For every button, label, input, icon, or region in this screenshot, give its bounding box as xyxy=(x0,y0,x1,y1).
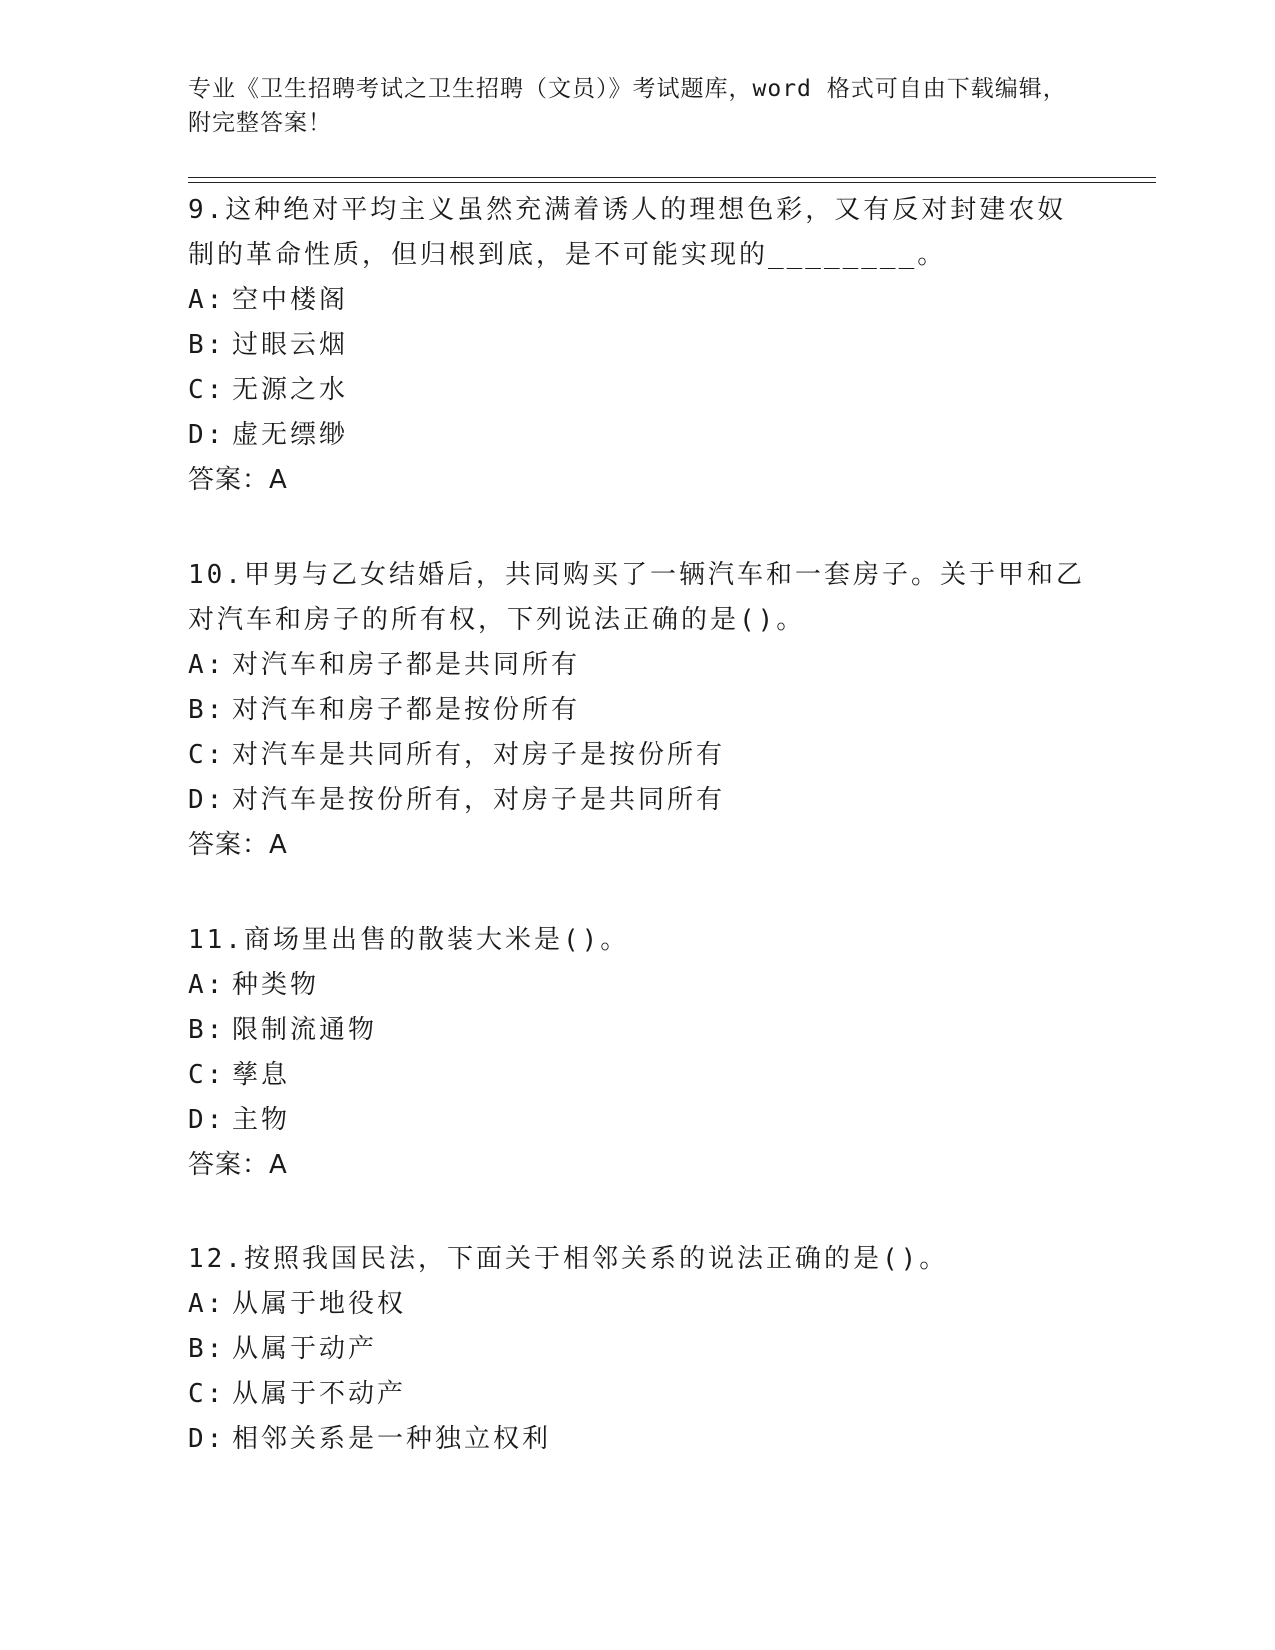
option-text: 对汽车是共同所有，对房子是按份所有 xyxy=(232,740,726,770)
option-label: A: xyxy=(188,1289,226,1319)
option-label: B: xyxy=(188,695,226,725)
question-stem: 12.按照我国民法，下面关于相邻关系的说法正确的是()。 xyxy=(188,1244,949,1274)
option-a xyxy=(188,1282,1088,1327)
option-d xyxy=(188,413,1088,458)
option-c xyxy=(188,733,1088,778)
option-text: 限制流通物 xyxy=(232,1015,378,1045)
option-text: 相邻关系是一种独立权利 xyxy=(232,1424,552,1454)
option-label: C: xyxy=(188,740,226,770)
option-text: 对汽车和房子都是共同所有 xyxy=(232,650,581,680)
option-label: B: xyxy=(188,330,226,360)
option-label: D: xyxy=(188,1105,226,1135)
option-text: 从属于动产 xyxy=(232,1334,378,1364)
option-label: A: xyxy=(188,970,226,1000)
answer: 答案：A xyxy=(188,830,288,860)
question-stem: 11.商场里出售的散装大米是()。 xyxy=(188,925,630,955)
option-text: 孳息 xyxy=(232,1060,291,1090)
answer: 答案：A xyxy=(188,1150,288,1180)
option-text: 空中楼阁 xyxy=(232,285,349,315)
option-b xyxy=(188,688,1088,733)
option-b xyxy=(188,1008,1088,1053)
question-10 xyxy=(188,553,1088,868)
option-label: C: xyxy=(188,375,226,405)
option-label: A: xyxy=(188,650,226,680)
option-text: 对汽车是按份所有，对房子是共同所有 xyxy=(232,785,726,815)
header-intro: 专业《卫生招聘考试之卫生招聘（文员）》考试题库，word 格式可自由下载编辑，附完整答案！ xyxy=(188,76,1067,136)
option-text: 从属于地役权 xyxy=(232,1289,407,1319)
option-a xyxy=(188,278,1088,323)
option-text: 虚无缥缈 xyxy=(232,420,349,450)
option-a xyxy=(188,643,1088,688)
question-stem: 10.甲男与乙女结婚后，共同购买了一辆汽车和一套房子。关于甲和乙对汽车和房子的所有权，下列说法正确的是()。 xyxy=(188,560,1085,635)
option-c xyxy=(188,368,1088,413)
question-11 xyxy=(188,918,1088,1188)
question-stem: 9.这种绝对平均主义虽然充满着诱人的理想色彩，又有反对封建农奴制的革命性质，但归根到底，是不可能实现的________。 xyxy=(188,195,1067,270)
option-a xyxy=(188,963,1088,1008)
answer: 答案：A xyxy=(188,465,288,495)
option-d xyxy=(188,778,1088,823)
option-b xyxy=(188,1327,1088,1372)
option-label: C: xyxy=(188,1060,226,1090)
option-text: 对汽车和房子都是按份所有 xyxy=(232,695,581,725)
option-label: C: xyxy=(188,1379,226,1409)
option-label: D: xyxy=(188,785,226,815)
option-b xyxy=(188,323,1088,368)
option-label: A: xyxy=(188,285,226,315)
option-text: 主物 xyxy=(232,1105,291,1135)
option-d xyxy=(188,1098,1088,1143)
option-label: B: xyxy=(188,1015,226,1045)
option-label: B: xyxy=(188,1334,226,1364)
option-text: 从属于不动产 xyxy=(232,1379,407,1409)
option-label: D: xyxy=(188,1424,226,1454)
option-text: 无源之水 xyxy=(232,375,349,405)
option-c xyxy=(188,1053,1088,1098)
option-c xyxy=(188,1372,1088,1417)
option-d xyxy=(188,1417,1088,1462)
header-divider-bottom xyxy=(188,182,1156,183)
header-divider-top xyxy=(188,177,1156,178)
option-label: D: xyxy=(188,420,226,450)
question-9 xyxy=(188,188,1088,503)
question-12 xyxy=(188,1237,1088,1462)
option-text: 种类物 xyxy=(232,970,320,1000)
option-text: 过眼云烟 xyxy=(232,330,349,360)
